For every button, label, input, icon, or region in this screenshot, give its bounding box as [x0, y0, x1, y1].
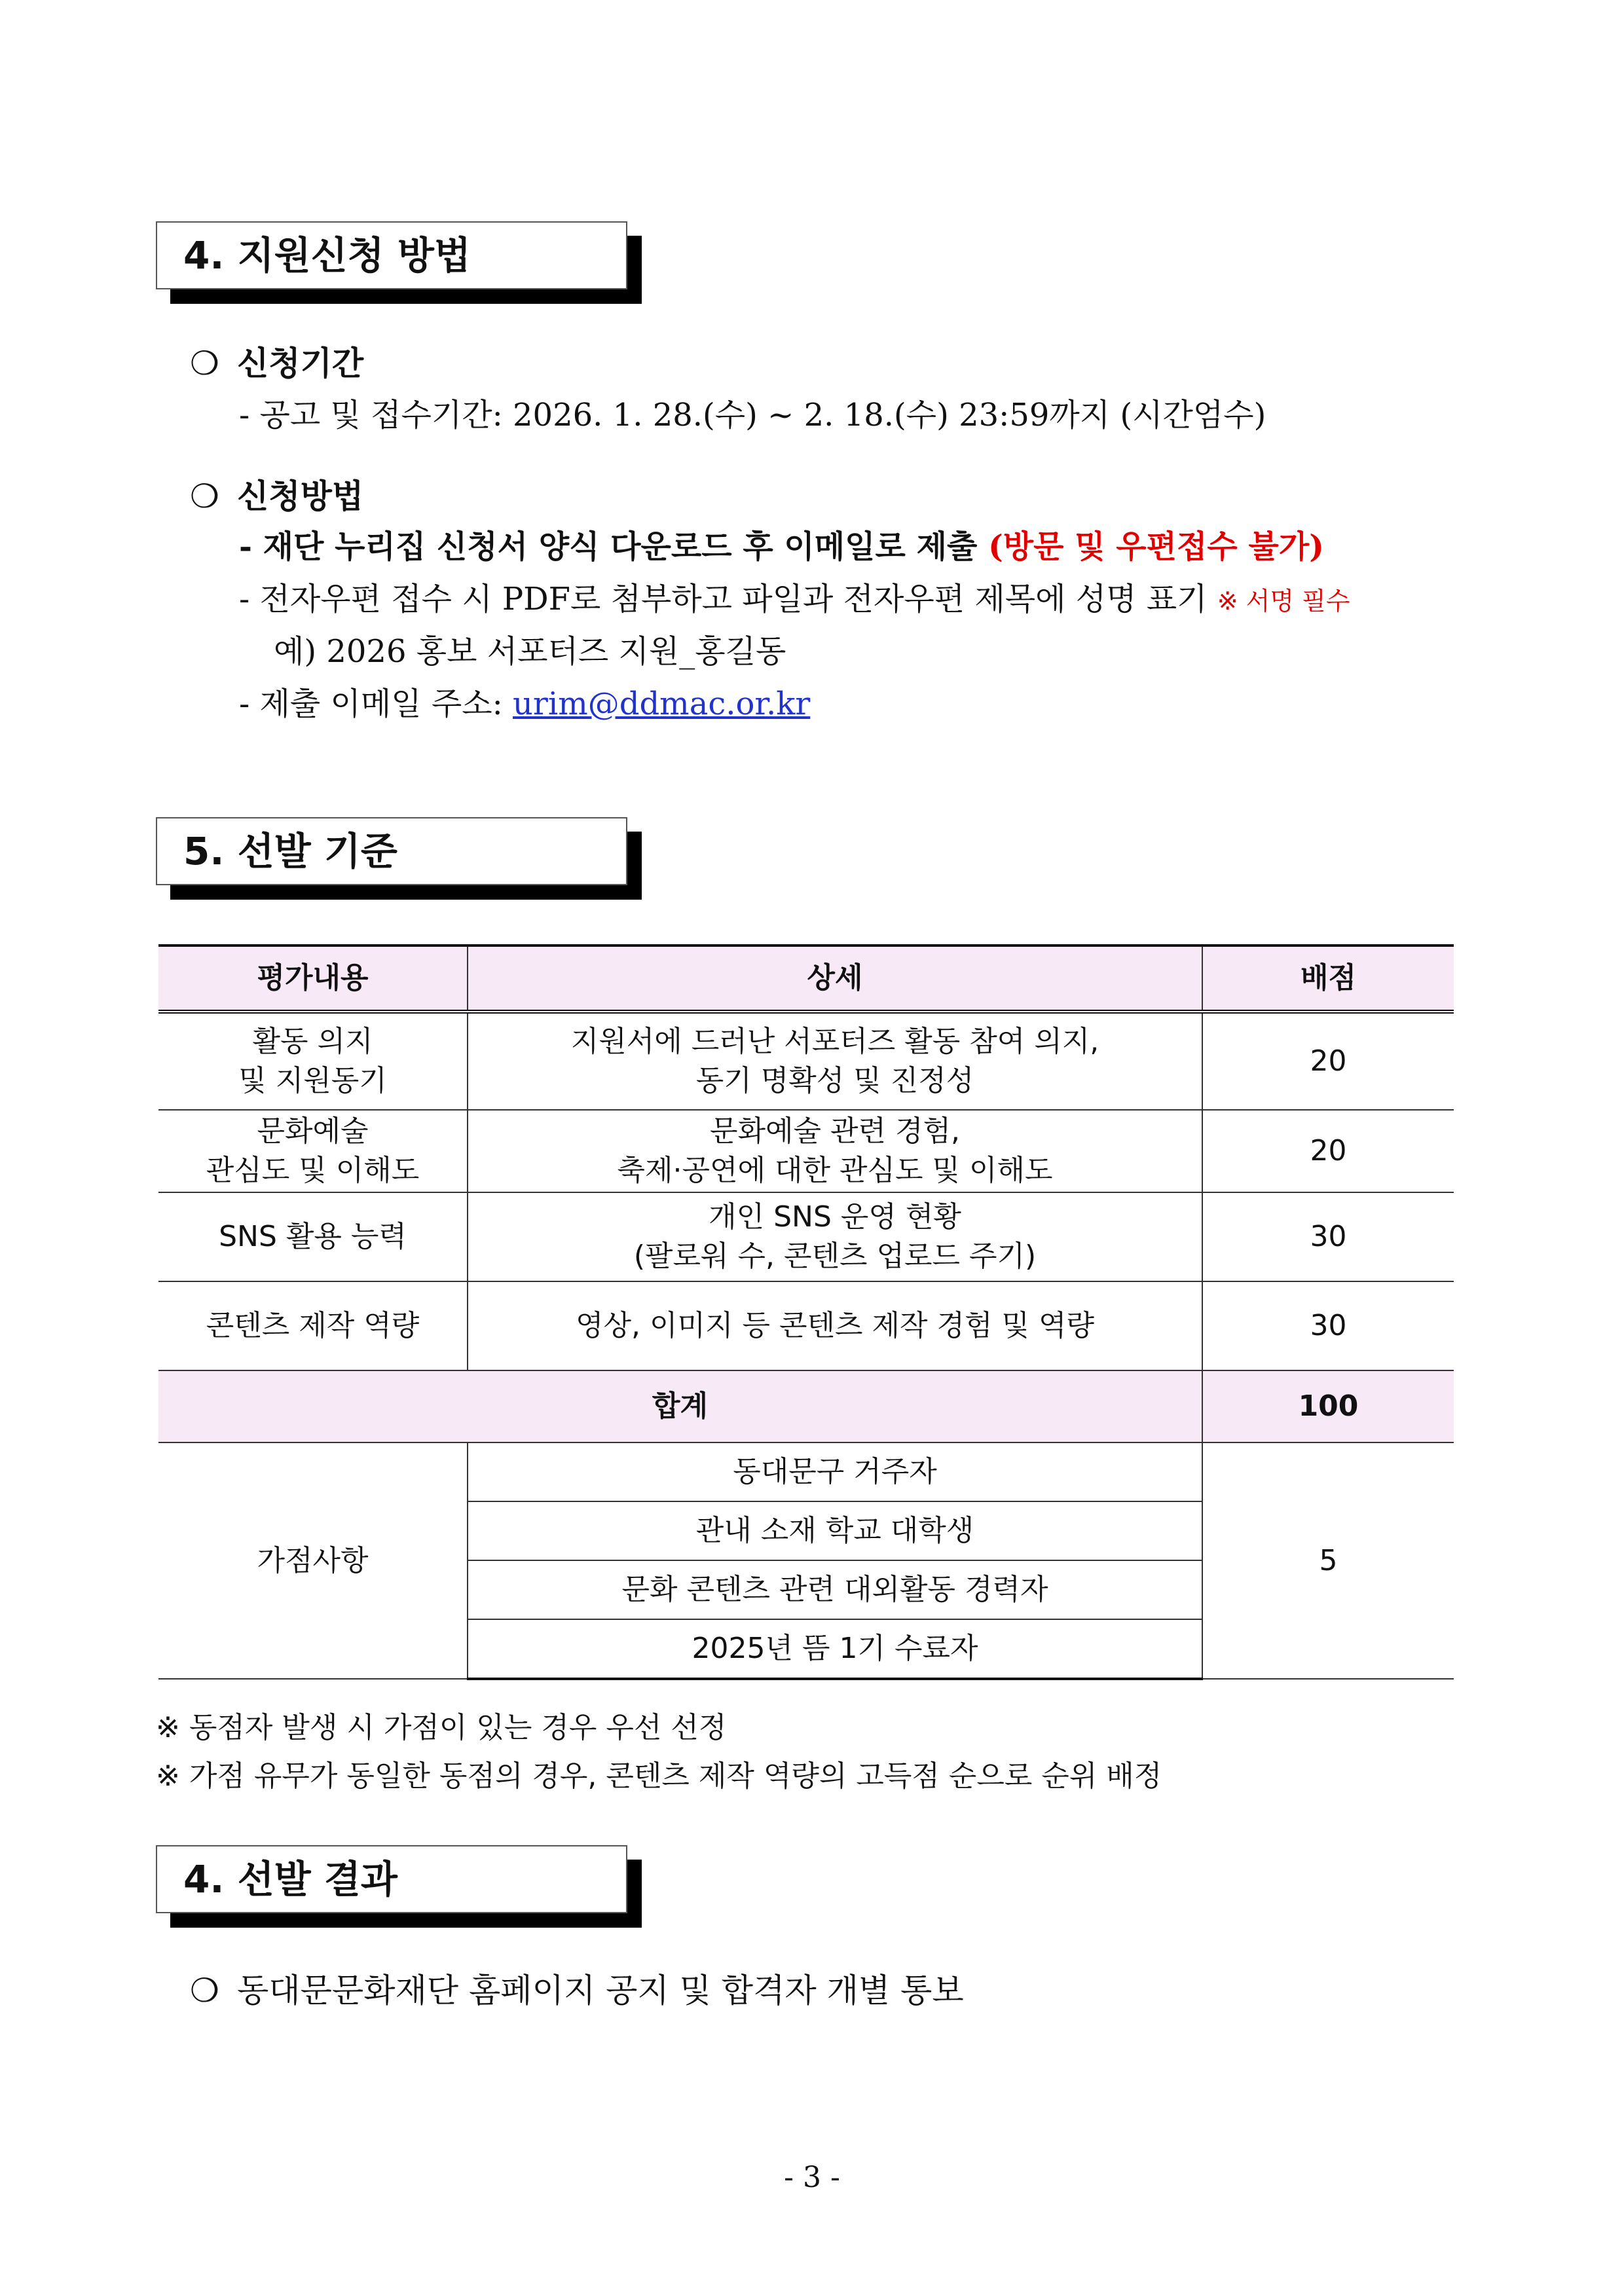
period-line: - 공고 및 접수기간: 2026. 1. 28.(수) ~ 2. 18.(수) 23:59까지 (시간엄수): [239, 397, 1266, 433]
bullet-label: 동대문문화재단 홈페이지 공지 및 합격자 개별 통보: [237, 1972, 964, 2010]
header-score: 배점: [1202, 946, 1454, 1012]
cell-score: 20: [1202, 1012, 1454, 1110]
bonus-item: 관내 소재 학교 대학생: [468, 1501, 1202, 1560]
email-link[interactable]: urim@ddmac.or.kr: [513, 686, 811, 722]
table-row: [158, 1281, 1454, 1370]
cell-text: SNS 활용 능력: [158, 1192, 468, 1281]
method-line-b: [239, 574, 1350, 619]
section-heading-apply: [156, 221, 627, 289]
cell-text: 축제·공연에 대한 관심도 및 이해도: [617, 1154, 1053, 1187]
table-row: [158, 1012, 1454, 1110]
total-label: 합계: [158, 1370, 1202, 1442]
email-line: [239, 678, 810, 724]
cell-text: 및 지원동기: [238, 1064, 387, 1097]
section-heading-criteria: [156, 817, 627, 885]
bonus-label: 가점사항: [158, 1442, 468, 1679]
method-line-a: [239, 521, 1324, 566]
table-row: [158, 1192, 1454, 1281]
circle-bullet-icon: ❍: [190, 1972, 219, 2010]
circle-bullet-icon: ❍: [190, 477, 219, 515]
total-score: 100: [1202, 1370, 1454, 1442]
bullet-label: 신청기간: [237, 344, 364, 382]
cell-text: 지원서에 드러난 서포터즈 활동 참여 의지,: [570, 1025, 1099, 1058]
bullet-period: [190, 337, 363, 384]
method-warning: (방문 및 우편접수 불가): [988, 528, 1324, 565]
signature-required-note: ※ 서명 필수: [1217, 587, 1350, 615]
cell-text: 동기 명확성 및 진정성: [695, 1064, 974, 1097]
criteria-table: [158, 944, 1454, 1680]
header-detail: 상세: [468, 946, 1202, 1012]
section-title: 4. 선발 결과: [156, 1845, 627, 1913]
cell-text: 활동 의지: [252, 1025, 373, 1058]
cell-score: 30: [1202, 1192, 1454, 1281]
cell-text: 문화예술 관련 경험,: [710, 1114, 960, 1148]
method-text: - 재단 누리집 신청서 양식 다운로드 후 이메일로 제출: [239, 528, 978, 565]
bullet-results: [190, 1964, 964, 2011]
cell-text: (팔로워 수, 콘텐츠 업로드 주기): [633, 1239, 1037, 1273]
section-heading-results: [156, 1845, 627, 1913]
cell-text: 관심도 및 이해도: [206, 1154, 420, 1187]
cell-text: 영상, 이미지 등 콘텐츠 제작 경험 및 역량: [468, 1281, 1202, 1370]
bonus-item: 동대문구 거주자: [468, 1442, 1202, 1501]
note-tie-content: ※ 가점 유무가 동일한 동점의 경우, 콘텐츠 제작 역량의 고득점 순으로 순위 배정: [156, 1759, 1162, 1793]
table-row: [158, 1110, 1454, 1192]
note-tie-bonus: ※ 동점자 발생 시 가점이 있는 경우 우선 선정: [156, 1711, 727, 1744]
method-text: - 전자우편 접수 시 PDF로 첨부하고 파일과 전자우편 제목에 성명 표기: [239, 581, 1208, 617]
cell-text: 개인 SNS 운영 현황: [709, 1200, 961, 1234]
bonus-row: [158, 1442, 1454, 1501]
section-title: 4. 지원신청 방법: [156, 221, 627, 289]
cell-text: 문화예술: [257, 1114, 369, 1148]
bullet-method: [190, 470, 363, 517]
bonus-item: 2025년 뜸 1기 수료자: [468, 1619, 1202, 1679]
example-line: 예) 2026 홍보 서포터즈 지원_홍길동: [274, 633, 786, 670]
circle-bullet-icon: ❍: [190, 344, 219, 382]
cell-score: 20: [1202, 1110, 1454, 1192]
section-title: 5. 선발 기준: [156, 817, 627, 885]
header-item: 평가내용: [158, 946, 468, 1012]
cell-score: 30: [1202, 1281, 1454, 1370]
total-row: [158, 1370, 1454, 1442]
bonus-item: 문화 콘텐츠 관련 대외활동 경력자: [468, 1560, 1202, 1619]
bullet-label: 신청방법: [237, 477, 364, 515]
email-label: - 제출 이메일 주소:: [239, 686, 513, 722]
bonus-score: 5: [1202, 1442, 1454, 1679]
page-number: - 3 -: [784, 2161, 840, 2194]
cell-text: 콘텐츠 제작 역량: [158, 1281, 468, 1370]
